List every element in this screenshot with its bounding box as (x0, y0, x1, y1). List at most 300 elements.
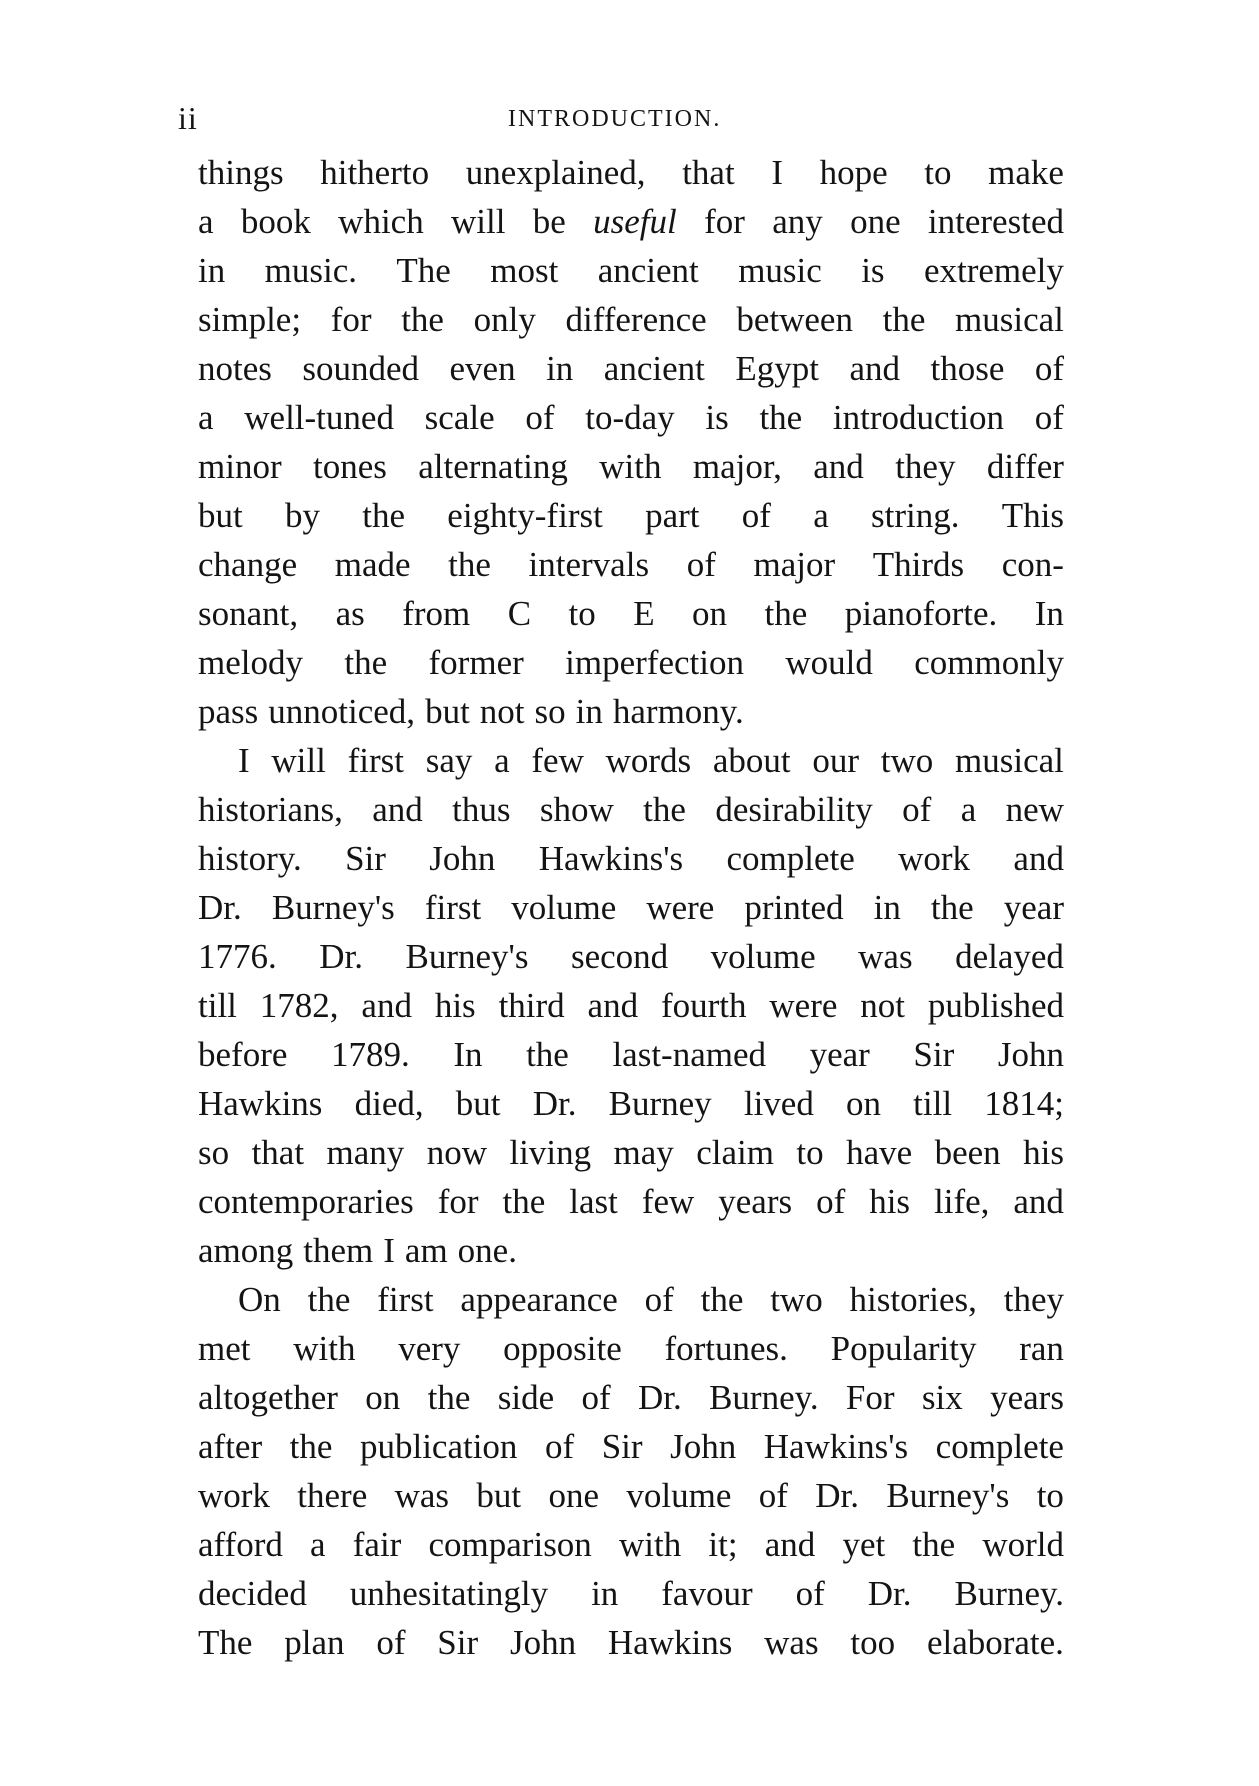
word: useful (593, 202, 677, 241)
word: Burney's (405, 937, 529, 976)
word: Popularity (830, 1329, 977, 1368)
word: complete (935, 1427, 1064, 1466)
word: Hawkins (607, 1623, 733, 1662)
word: altogether (198, 1378, 338, 1417)
word: before (198, 1035, 288, 1074)
word: I (383, 1231, 395, 1270)
word: words (605, 741, 692, 780)
text-line (198, 785, 1064, 834)
text-line (198, 393, 1064, 442)
word: hope (819, 153, 888, 192)
word: Sir (437, 1623, 479, 1662)
word: Dr. (319, 937, 363, 976)
word: in (591, 1574, 619, 1613)
word: world (982, 1525, 1064, 1564)
word: that (682, 153, 735, 192)
word: and (1013, 1182, 1064, 1221)
word: a (310, 1525, 326, 1564)
word: imperfection (565, 643, 744, 682)
word: ancient (597, 251, 699, 290)
word: to (924, 153, 952, 192)
word: with (293, 1329, 356, 1368)
word: that (251, 1133, 305, 1172)
word: major, (692, 447, 782, 486)
word: musical (955, 741, 1064, 780)
word: Burney (608, 1084, 712, 1123)
word: they (1003, 1280, 1064, 1319)
word: our (812, 741, 860, 780)
word: last-named (612, 1035, 766, 1074)
word: on (365, 1378, 401, 1417)
word: of (758, 1476, 788, 1515)
word: con- (1001, 545, 1064, 584)
word: major (753, 545, 836, 584)
text-line (198, 246, 1064, 295)
word: introduction (832, 398, 1005, 437)
word: too (850, 1623, 896, 1662)
word: unnoticed, (268, 692, 416, 731)
word: John (509, 1623, 577, 1662)
word: year (809, 1035, 870, 1074)
word: Burney's (886, 1476, 1010, 1515)
word: harmony. (612, 692, 744, 731)
word: between (736, 300, 853, 339)
text-line (198, 1079, 1064, 1128)
word: For (845, 1378, 895, 1417)
word: to (568, 594, 596, 633)
word: interested (927, 202, 1064, 241)
word: sonant, (198, 594, 299, 633)
word: difference (565, 300, 707, 339)
word: commonly (914, 643, 1064, 682)
word: a (813, 496, 829, 535)
word: In (1034, 594, 1064, 633)
word: ran (1019, 1329, 1064, 1368)
word: Hawkins (198, 1084, 323, 1123)
word: comparison (428, 1525, 592, 1564)
text-line (198, 491, 1064, 540)
word: Dr. (867, 1574, 912, 1613)
word: work (198, 1476, 270, 1515)
text-line (198, 1471, 1064, 1520)
word: The (396, 251, 451, 290)
word: former (428, 643, 524, 682)
word: musical (955, 300, 1064, 339)
word: so (534, 692, 566, 731)
text-line (198, 540, 1064, 589)
word: few (641, 1182, 695, 1221)
word: am (404, 1231, 448, 1270)
word: complete (726, 839, 855, 878)
word: of (686, 545, 716, 584)
text-line (198, 1275, 1064, 1324)
word: but (198, 496, 243, 535)
word: there (297, 1476, 368, 1515)
word: Sir (601, 1427, 643, 1466)
word: John (670, 1427, 737, 1466)
word: till (913, 1084, 953, 1123)
word: the (448, 545, 491, 584)
word: The (198, 1623, 253, 1662)
word: many (326, 1133, 405, 1172)
word: In (453, 1035, 483, 1074)
word: side (497, 1378, 555, 1417)
word: the (307, 1280, 351, 1319)
word: Hawkins's (763, 1427, 909, 1466)
word: pass (198, 692, 259, 731)
word: for (704, 202, 745, 241)
word: Thirds (872, 545, 965, 584)
word: E (633, 594, 655, 633)
word: change (198, 545, 298, 584)
word: the (401, 300, 444, 339)
word: 1789. (330, 1035, 410, 1074)
word: his (1023, 1133, 1064, 1172)
word: his (869, 1182, 911, 1221)
word: thus (452, 790, 511, 829)
word: to (1036, 1476, 1064, 1515)
word: six (921, 1378, 963, 1417)
text-line (198, 638, 1064, 687)
word: after (198, 1427, 263, 1466)
word: published (927, 986, 1064, 1025)
word: the (344, 643, 388, 682)
word: Dr. (637, 1378, 682, 1417)
word: were (646, 888, 715, 927)
word: decided (198, 1574, 307, 1613)
word: few (531, 741, 584, 780)
word: but (425, 692, 470, 731)
word: C (507, 594, 532, 633)
word: from (402, 594, 471, 633)
word: fair (352, 1525, 402, 1564)
word: John (429, 839, 496, 878)
word: which (338, 202, 424, 241)
word: any (772, 202, 823, 241)
word: last (569, 1182, 618, 1221)
word: would (785, 643, 873, 682)
word: opposite (503, 1329, 622, 1368)
word: in (575, 692, 603, 731)
word: in (873, 888, 901, 927)
word: and (1013, 839, 1064, 878)
text-line (198, 1569, 1064, 1618)
text-line (198, 295, 1064, 344)
text-line (198, 834, 1064, 883)
word: years (718, 1182, 793, 1221)
word: on (692, 594, 728, 633)
word: the (643, 790, 686, 829)
word: intervals (528, 545, 650, 584)
word: delayed (955, 937, 1064, 976)
word: the (362, 496, 406, 535)
word: the (882, 300, 926, 339)
word: one. (457, 1231, 517, 1270)
word: made (334, 545, 411, 584)
word: lived (743, 1084, 814, 1123)
text-line (198, 1324, 1064, 1373)
word: minor (198, 447, 282, 486)
word: not (860, 986, 906, 1025)
word: but (476, 1476, 522, 1515)
word: the (930, 888, 974, 927)
text-line (198, 1030, 1064, 1079)
word: of (581, 1378, 611, 1417)
page-number: ii (178, 100, 198, 136)
word: of (1034, 349, 1064, 388)
paragraph (198, 148, 1064, 736)
word: and (372, 790, 423, 829)
word: years (990, 1378, 1064, 1417)
word: Burney. (709, 1378, 819, 1417)
word: differ (986, 447, 1064, 486)
word: is (861, 251, 885, 290)
word: a (494, 741, 510, 780)
word: I (771, 153, 783, 192)
text-line (198, 883, 1064, 932)
text-line (198, 1226, 1064, 1275)
word: make (988, 153, 1064, 192)
running-head: INTRODUCTION. (508, 106, 722, 132)
word: the (764, 594, 808, 633)
word: new (1005, 790, 1064, 829)
word: as (335, 594, 365, 633)
word: printed (744, 888, 844, 927)
word: yet (842, 1525, 886, 1564)
word: died, (354, 1084, 424, 1123)
word: work (898, 839, 971, 878)
word: for (330, 300, 372, 339)
word: the (759, 398, 803, 437)
text-line (198, 1177, 1064, 1226)
text-line (198, 197, 1064, 246)
word: unhesitatingly (349, 1574, 549, 1613)
word: of (902, 790, 932, 829)
word: fortunes. (664, 1329, 788, 1368)
word: sounded (302, 349, 420, 388)
word: life, (934, 1182, 990, 1221)
word: third (498, 986, 565, 1025)
word: of (644, 1280, 674, 1319)
word: fourth (660, 986, 747, 1025)
word: This (1001, 496, 1064, 535)
word: historians, (198, 790, 343, 829)
word: most (490, 251, 559, 290)
word: the (502, 1182, 546, 1221)
word: even (449, 349, 516, 388)
word: not (479, 692, 525, 731)
word: volume (710, 937, 816, 976)
word: I (238, 741, 250, 780)
word: living (509, 1133, 592, 1172)
word: unexplained, (465, 153, 646, 192)
word: well-tuned (244, 398, 394, 437)
word: notes (198, 349, 272, 388)
body-text (198, 148, 1064, 1667)
word: publication (359, 1427, 518, 1466)
word: part (645, 496, 700, 535)
word: was (764, 1623, 819, 1662)
word: ancient (603, 349, 705, 388)
text-line (198, 344, 1064, 393)
text-line (198, 148, 1064, 197)
word: the (289, 1427, 333, 1466)
word: will (451, 202, 506, 241)
word: was (394, 1476, 450, 1515)
word: it; (708, 1525, 738, 1564)
word: about (712, 741, 791, 780)
word: elaborate. (926, 1623, 1064, 1662)
text-line (198, 736, 1064, 785)
word: with (599, 447, 662, 486)
word: now (426, 1133, 487, 1172)
word: music (738, 251, 822, 290)
word: Dr. (532, 1084, 577, 1123)
word: the (700, 1280, 744, 1319)
word: Burney's (271, 888, 395, 927)
text-line (198, 981, 1064, 1030)
word: very (398, 1329, 461, 1368)
word: to (796, 1133, 824, 1172)
word: and (764, 1525, 816, 1564)
word: and (813, 447, 864, 486)
word: scale (424, 398, 495, 437)
word: a (960, 790, 977, 829)
word: is (705, 398, 729, 437)
word: Dr. (815, 1476, 860, 1515)
word: pianoforte. (844, 594, 998, 633)
word: melody (198, 643, 303, 682)
word: so (198, 1133, 230, 1172)
page-header (178, 100, 1048, 140)
word: Sir (345, 839, 386, 878)
word: among (198, 1231, 294, 1270)
word: first (377, 1280, 434, 1319)
paragraph (198, 736, 1064, 1275)
paragraph (198, 1275, 1064, 1667)
word: two (880, 741, 934, 780)
word: contemporaries (198, 1182, 414, 1221)
word: plan (284, 1623, 345, 1662)
word: one (850, 202, 901, 241)
word: claim (696, 1133, 774, 1172)
word: one (548, 1476, 600, 1515)
text-line (198, 1520, 1064, 1569)
word: by (285, 496, 320, 535)
word: year (1003, 888, 1064, 927)
word: Hawkins's (538, 839, 684, 878)
word: only (473, 300, 536, 339)
word: till (198, 986, 237, 1025)
word: string. (871, 496, 960, 535)
word: and (361, 986, 412, 1025)
word: tones (312, 447, 387, 486)
word: with (618, 1525, 682, 1564)
word: desirability (715, 790, 873, 829)
word: of (795, 1574, 825, 1613)
text-line (198, 1373, 1064, 1422)
word: the (427, 1378, 471, 1417)
word: things (198, 153, 284, 192)
word: but (455, 1084, 501, 1123)
word: appearance (460, 1280, 618, 1319)
word: of (525, 398, 555, 437)
word: will (271, 741, 326, 780)
word: extremely (923, 251, 1064, 290)
word: of (1034, 398, 1064, 437)
word: music. (264, 251, 357, 290)
word: first (347, 741, 404, 780)
word: and (849, 349, 900, 388)
word: were (769, 986, 838, 1025)
word: 1814; (984, 1084, 1064, 1123)
word: in (198, 251, 226, 290)
text-line (198, 932, 1064, 981)
word: volume (511, 888, 617, 927)
word: those (930, 349, 1005, 388)
word: afford (198, 1525, 283, 1564)
word: was (858, 937, 913, 976)
word: first (424, 888, 482, 927)
word: a (198, 202, 214, 241)
text-line (198, 1422, 1064, 1471)
word: for (437, 1182, 479, 1221)
word: Dr. (198, 888, 242, 927)
word: On (238, 1280, 281, 1319)
word: and (587, 986, 639, 1025)
word: them (303, 1231, 374, 1270)
word: John (997, 1035, 1064, 1074)
word: history. (198, 839, 302, 878)
word: met (198, 1329, 251, 1368)
word: simple; (198, 300, 302, 339)
word: histories, (849, 1280, 977, 1319)
word: 1782, (259, 986, 339, 1025)
word: Sir (913, 1035, 955, 1074)
word: have (846, 1133, 913, 1172)
word: second (570, 937, 669, 976)
word: two (770, 1280, 823, 1319)
word: of (741, 496, 771, 535)
word: may (613, 1133, 674, 1172)
word: a (198, 398, 214, 437)
word: been (934, 1133, 1001, 1172)
word: of (816, 1182, 846, 1221)
text-line (198, 1618, 1064, 1667)
word: the (526, 1035, 569, 1074)
word: Burney. (954, 1574, 1064, 1613)
word: favour (661, 1574, 753, 1613)
word: in (546, 349, 574, 388)
word: the (912, 1525, 956, 1564)
word: book (240, 202, 311, 241)
word: on (846, 1084, 881, 1123)
text-line (198, 589, 1064, 638)
word: say (425, 741, 473, 780)
word: his (434, 986, 476, 1025)
word: 1776. (198, 937, 277, 976)
word: show (539, 790, 614, 829)
word: of (544, 1427, 575, 1466)
word: be (532, 202, 566, 241)
word: they (895, 447, 956, 486)
word: volume (626, 1476, 732, 1515)
word: hitherto (320, 153, 430, 192)
word: eighty-first (447, 496, 603, 535)
text-line (198, 687, 1064, 736)
word: alternating (418, 447, 568, 486)
word: to-day (585, 398, 675, 437)
